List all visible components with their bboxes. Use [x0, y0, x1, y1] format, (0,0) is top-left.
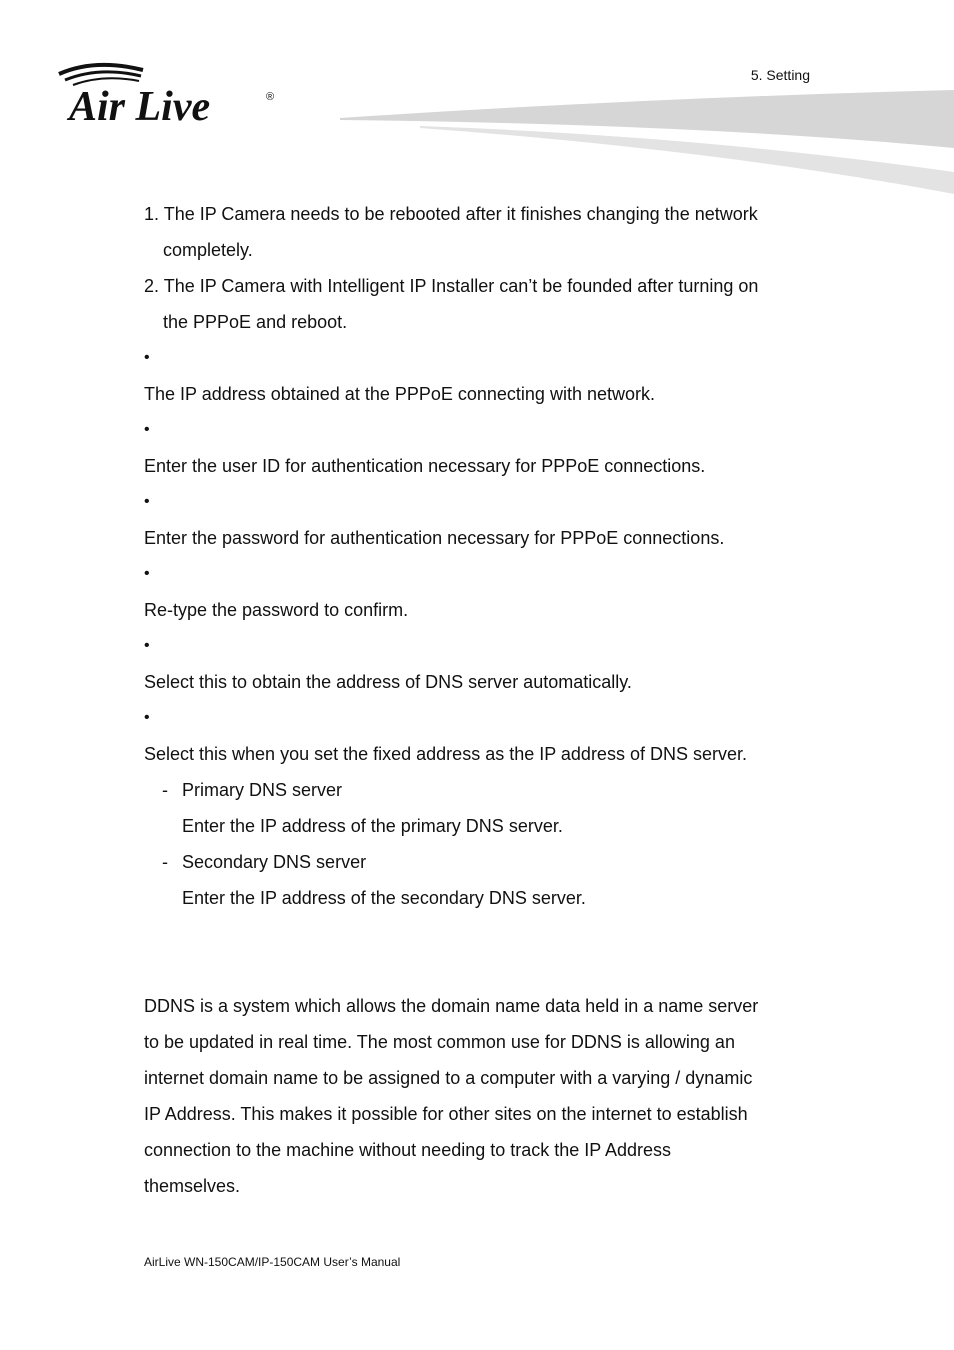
dns-server-description: Enter the IP address of the secondary DNS server.	[182, 888, 586, 908]
paragraph-line: internet domain name to be assigned to a computer with a varying / dynamic	[144, 1068, 753, 1088]
bullet-marker: •	[144, 349, 150, 366]
note-item	[144, 196, 814, 232]
page-content	[144, 196, 814, 1204]
dns-server-item	[144, 772, 814, 808]
bullet-description: Select this to obtain the address of DNS server automatically.	[144, 672, 632, 692]
bullet-description: Enter the user ID for authentication necessary for PPPoE connections.	[144, 456, 706, 476]
paragraph-line: themselves.	[144, 1176, 241, 1196]
paragraph-line: IP Address. This makes it possible for other sites on the internet to establish	[144, 1104, 748, 1124]
ddns-paragraph	[144, 988, 814, 1204]
dns-server-label: Primary DNS server	[182, 780, 343, 800]
bullet-marker: •	[144, 637, 150, 654]
note-continuation: the PPPoE and reboot.	[163, 312, 348, 332]
bullet-list	[144, 340, 814, 772]
dns-server-description: Enter the IP address of the primary DNS server.	[182, 816, 563, 836]
note-list	[144, 196, 814, 340]
logo-text: Air Live	[69, 84, 211, 126]
bullet-description: Enter the password for authentication necessary for PPPoE connections.	[144, 528, 725, 548]
bullet-marker: •	[144, 421, 150, 438]
bullet-description: Select this when you set the fixed address as the IP address of DNS server.	[144, 744, 747, 764]
section-gap	[144, 916, 814, 952]
bullet-marker: •	[144, 493, 150, 510]
note-number: 1.	[144, 204, 160, 224]
paragraph-line: to be updated in real time. The most common use for DDNS is allowing an	[144, 1032, 735, 1052]
airlive-logo	[55, 60, 285, 126]
bullet-marker: •	[144, 709, 150, 726]
registered-mark: ®	[266, 91, 275, 103]
footer-manual-title: AirLive WN-150CAM/IP-150CAM User’s Manual	[144, 1255, 401, 1269]
bullet-description: Re-type the password to confirm.	[144, 600, 409, 620]
paragraph-line: connection to the machine without needing to track the IP Address	[144, 1140, 672, 1160]
note-number: 2.	[144, 276, 160, 296]
dns-server-label: Secondary DNS server	[182, 852, 367, 872]
note-text: The IP Camera needs to be rebooted after it finishes changing the network	[163, 204, 758, 224]
note-item	[144, 268, 814, 304]
dns-server-list	[144, 772, 814, 916]
dash-marker: -	[162, 780, 168, 800]
paragraph-line: DDNS is a system which allows the domain name data held in a name server	[144, 996, 759, 1016]
header-swoosh-graphic	[340, 84, 954, 198]
note-continuation: completely.	[163, 240, 253, 260]
dns-server-item	[144, 844, 814, 880]
bullet-marker: •	[144, 565, 150, 582]
section-gap	[144, 952, 814, 988]
dash-marker: -	[162, 852, 168, 872]
bullet-description: The IP address obtained at the PPPoE connecting with network.	[144, 384, 655, 404]
header-section-label: 5. Setting	[750, 67, 810, 83]
note-text: The IP Camera with Intelligent IP Installer can’t be founded after turning on	[163, 276, 759, 296]
